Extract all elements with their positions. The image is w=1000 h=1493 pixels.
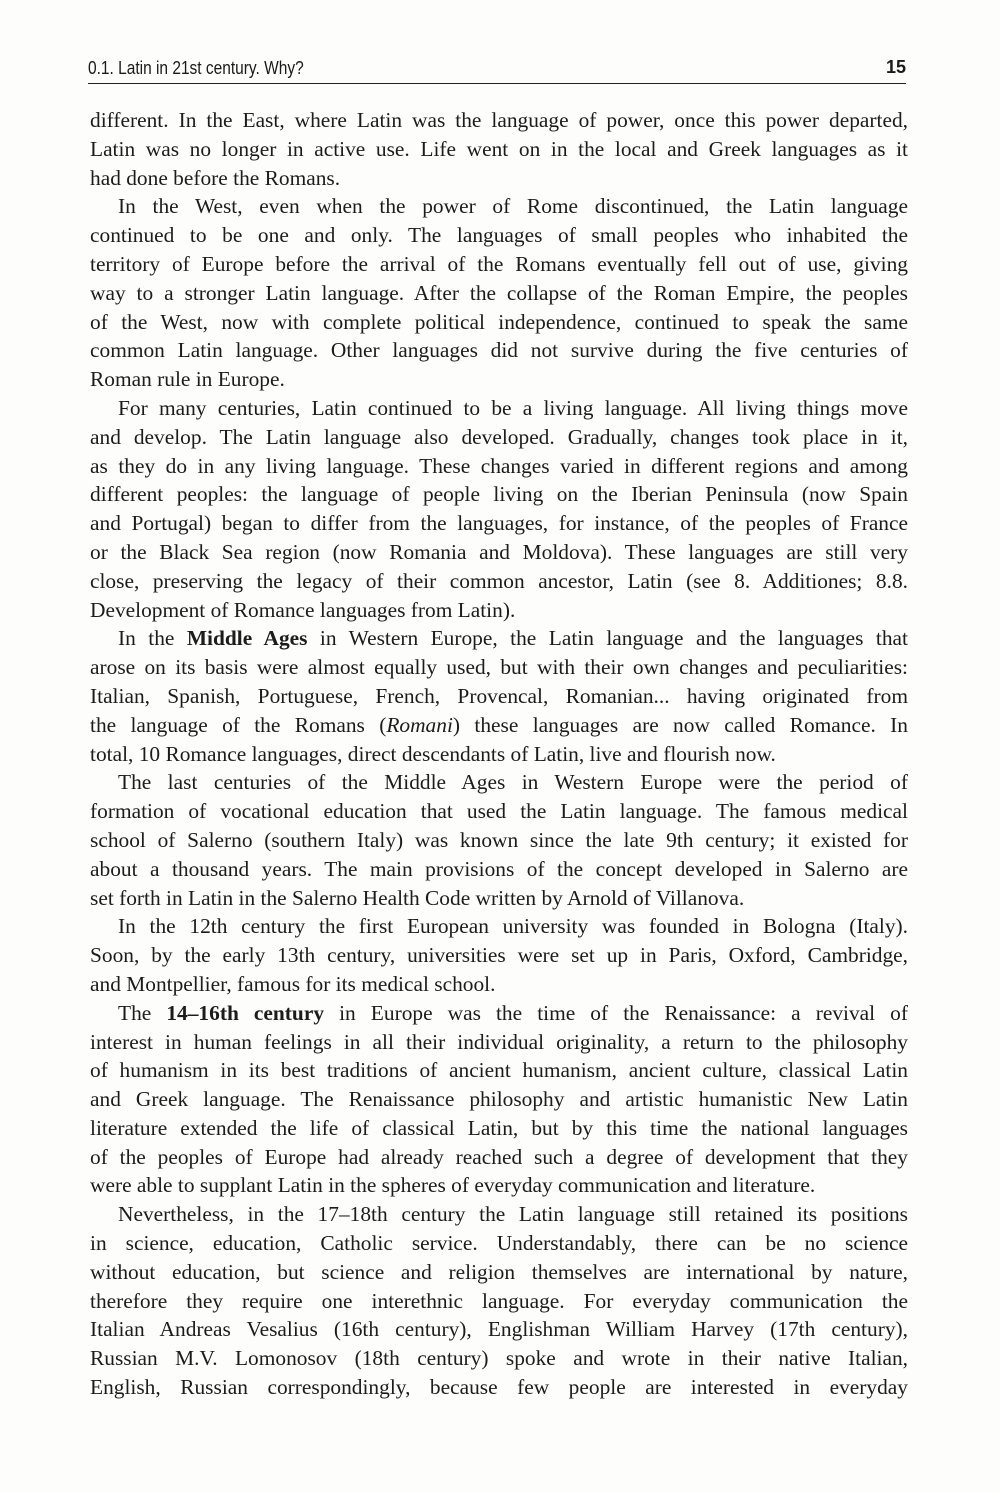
text-line: territory of Europe before the arrival of the Romans eventually fell out of use, giving — [90, 251, 908, 276]
page-number: 15 — [885, 57, 906, 77]
paragraph — [90, 106, 908, 192]
text-line: as they do in any living language. These changes varied in different regions and among — [90, 453, 908, 478]
text-line: of the peoples of Europe had already reached such a degree of development that they — [90, 1144, 908, 1169]
text-line: were able to supplant Latin in the spheres of everyday communication and literature. — [90, 1173, 816, 1198]
text-segment: The — [118, 1000, 167, 1025]
text-line: In the West, even when the power of Rome discontinued, the Latin language — [118, 194, 908, 219]
text-line: Roman rule in Europe. — [90, 367, 285, 392]
text-line: total, 10 Romance languages, direct descendants of Latin, live and flourish now. — [90, 741, 776, 766]
text-line: continued to be one and only. The languages of small peoples who inhabited the — [90, 223, 908, 248]
text-line: The last centuries of the Middle Ages in Western Europe were the period of — [118, 770, 908, 795]
text-line: of humanism in its best traditions of ancient humanism, ancient culture, classical Latin — [90, 1058, 908, 1083]
text-line: interest in human feelings in all their individual originality, a return to the philosophy — [90, 1029, 908, 1054]
text-segment: In the — [118, 626, 187, 651]
text-line: Italian Andreas Vesalius (16th century), Englishman William Harvey (17th century), — [90, 1317, 908, 1342]
text-line: close, preserving the legacy of their common ancestor, Latin (see 8. Additiones; 8.8. — [90, 568, 908, 593]
text-line: way to a stronger Latin language. After the collapse of the Roman Empire, the peoples — [90, 280, 908, 305]
paragraph — [90, 394, 908, 624]
body-text — [90, 106, 908, 1402]
text-segment: the language of the Romans ( — [90, 712, 387, 737]
italic-term: Romani — [386, 712, 453, 737]
text-line: school of Salerno (southern Italy) was known since the late 9th century; it existed for — [90, 827, 908, 852]
text-line: Italian, Spanish, Portuguese, French, Provencal, Romanian... having originated from — [90, 683, 908, 708]
text-line — [90, 711, 908, 740]
text-line: or the Black Sea region (now Romania and Moldova). These languages are still very — [90, 539, 908, 564]
text-line: set forth in Latin in the Salerno Health Code written by Arnold of Villanova. — [90, 885, 745, 910]
paragraph — [90, 1200, 908, 1402]
text-line: and Montpellier, famous for its medical school. — [90, 971, 496, 996]
text-line: common Latin language. Other languages did not survive during the five centuries of — [90, 338, 908, 363]
text-line: had done before the Romans. — [90, 165, 341, 190]
paragraph — [90, 192, 908, 394]
text-line: Soon, by the early 13th century, universities were set up in Paris, Oxford, Cambridge, — [90, 943, 908, 968]
text-segment: in Europe was the time of the Renaissance: a revival of — [324, 1000, 908, 1025]
text-line: different. In the East, where Latin was the language of power, once this power departed, — [90, 108, 908, 132]
text-line: Nevertheless, in the 17–18th century the Latin language still retained its positions — [118, 1202, 908, 1227]
text-line: Russian M.V. Lomonosov (18th century) spoke and wrote in their native Italian, — [90, 1346, 908, 1371]
text-segment: in Western Europe, the Latin language and the languages that — [307, 626, 908, 651]
text-line: and develop. The Latin language also developed. Gradually, changes took place in it, — [90, 424, 908, 449]
paragraph — [90, 624, 908, 768]
text-line: and Portugal) began to differ from the languages, for instance, of the peoples of France — [90, 511, 908, 536]
text-line: therefore they require one interethnic language. For everyday communication the — [90, 1288, 908, 1313]
running-header — [88, 56, 906, 84]
text-line: English, Russian correspondingly, because few people are interested in everyday — [90, 1375, 908, 1400]
text-line: arose on its basis were almost equally used, but with their own changes and peculiarities: — [90, 655, 908, 680]
text-line: of the West, now with complete political independence, continued to speak the same — [90, 309, 908, 334]
bold-term: Middle Ages — [186, 626, 308, 651]
text-line: Development of Romance languages from Latin). — [90, 597, 516, 622]
text-line: formation of vocational education that used the Latin language. The famous medical — [90, 799, 908, 824]
running-title: 0.1. Latin in 21st century. Why? — [88, 58, 304, 78]
text-line: about a thousand years. The main provisions of the concept developed in Salerno are — [90, 856, 908, 881]
text-line: in science, education, Catholic service. Understandably, there can be no science — [90, 1231, 908, 1256]
text-line: without education, but science and religion themselves are international by nature, — [90, 1259, 908, 1284]
text-line: For many centuries, Latin continued to be a living language. All living things move — [118, 395, 908, 420]
text-line — [90, 999, 908, 1028]
text-line — [90, 624, 908, 653]
text-line: literature extended the life of classical Latin, but by this time the national languages — [90, 1115, 908, 1140]
paragraph — [90, 768, 908, 912]
paragraph — [90, 912, 908, 998]
text-segment: ) these languages are now called Romance. In — [452, 712, 908, 737]
text-line: Latin was no longer in active use. Life went on in the local and Greek languages as it — [90, 136, 908, 161]
text-line: and Greek language. The Renaissance philosophy and artistic humanistic New Latin — [90, 1087, 908, 1112]
paragraph — [90, 999, 908, 1201]
text-line: In the 12th century the first European university was founded in Bologna (Italy). — [118, 914, 908, 939]
text-line: different peoples: the language of people living on the Iberian Peninsula (now Spain — [90, 482, 908, 507]
bold-term: 14–16th century — [166, 1000, 325, 1025]
